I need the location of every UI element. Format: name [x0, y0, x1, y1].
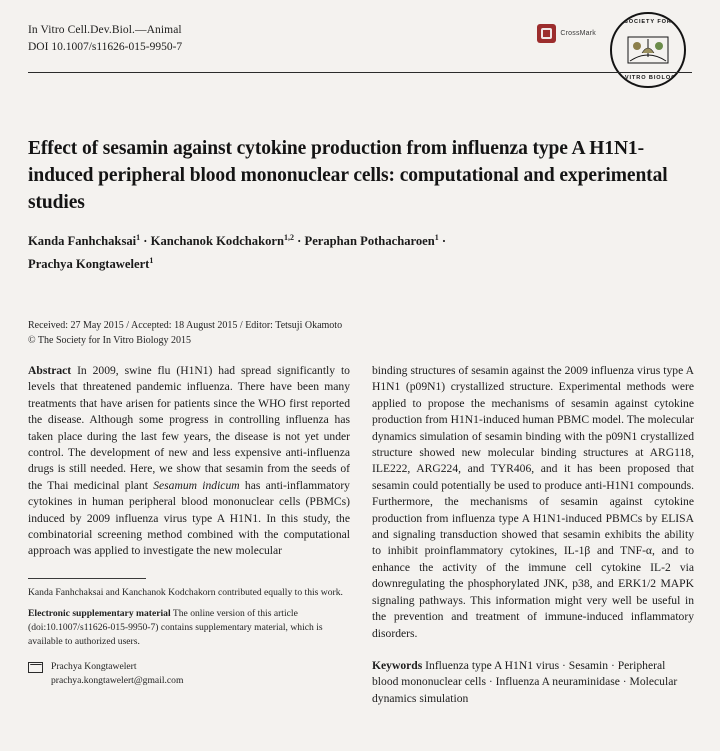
supplementary-label: Electronic supplementary material — [28, 608, 171, 620]
equal-contribution-note: Kanda Fanhchaksai and Kanchanok Kodchakorn contributed equally to this work. — [28, 586, 343, 598]
author-affil-3: 1 — [434, 233, 439, 242]
author-affil-4: 1 — [149, 256, 154, 266]
keywords-block — [372, 658, 694, 707]
author-name-3: Peraphan Pothacharoen — [304, 234, 435, 249]
keywords-label: Keywords — [372, 658, 423, 672]
keywords-text: Influenza type A H1N1 virus · Sesamin · Peripheral blood mononuclear cells · Influenza A neuraminidase · Molecular dynamics simulation — [372, 658, 678, 705]
header-divider — [28, 72, 692, 73]
abstract-paragraph — [28, 363, 350, 560]
supplementary-material-note — [28, 607, 350, 648]
society-logo-artwork — [626, 33, 670, 67]
body-columns — [28, 363, 694, 707]
left-column — [28, 363, 350, 707]
species-name: Sesamum indicum — [153, 478, 240, 492]
corresponding-author-details — [51, 660, 183, 687]
right-column — [372, 363, 694, 707]
crossmark-icon — [537, 24, 556, 43]
author-name-1: Kanda Fanhchaksai — [28, 234, 137, 249]
author-name-4: Prachya Kongtawelert — [28, 257, 150, 272]
society-logo — [610, 12, 686, 88]
abstract-label: Abstract — [28, 364, 72, 377]
history-dates: Received: 27 May 2015 / Accepted: 18 August 2015 / Editor: Tetsuji Okamoto — [28, 320, 343, 331]
author-affil-2: 1,2 — [283, 233, 294, 242]
copyright-line: © The Society for In Vitro Biology 2015 — [28, 335, 192, 346]
society-logo-bottom-text: IN VITRO BIOLOGY — [615, 75, 681, 81]
supplementary-text: The online version of this article (doi:10.1007/s11626-015-9950-7) contains supplementary material, which is available to authorized users. — [28, 608, 323, 647]
page-title: Effect of sesamin against cytokine production from influenza type A H1N1-induced peripheral blood mononuclear cells: computational and experimental studies — [28, 138, 668, 214]
footnote-block — [28, 586, 350, 688]
author-affil-1: 1 — [136, 233, 141, 242]
author-name-2: Kanchanok Kodchakorn — [150, 234, 284, 249]
author-separator-3: · — [441, 234, 447, 249]
abstract-text-part1: In 2009, swine flu (H1N1) had spread significantly to levels that threatened pandemic influenza. There have been many treatments that have arisen for patients since the WHO first reported the disease. Although some progress in controlling influenza has taken place during the last few years, the disease is not yet under control. The development of new and less expensive anti-influenza drugs is still needed. Here, we show that sesamin from the seeds of the Thai medicinal plant — [28, 364, 350, 492]
crossmark-label: CrossMark — [560, 30, 596, 37]
crossmark-badge[interactable] — [537, 24, 596, 43]
footnote-divider — [28, 578, 146, 579]
abstract-continuation: binding structures of sesamin against the 2009 influenza virus type A H1N1 (p09N1) crystallized structure. Experimental methods were applied to propose the mechanisms of sesamin against cytokine production from H1N1-induced human PBMC model. The molecular dynamics simulation of sesamin binding with the p09N1 crystallized structure showed new molecular binding structures at ARG118, ILE222, ARG224, and TYR406, and it has been proposed that sesamin could potentially be used to produce anti-H1N1 compounds. Furthermore, the mechanisms of sesamin against cytokine production from influenza type A H1N1-induced PBMCs by ELISA and signaling transduction showed that sesamin exhibits the ability to inhibit proinflammatory cytokines, IL-1β and TNF-α, and to enhance the activity of the immune cell cytokine IL-2 via downregulating the phosphorylated JNK, p38, and ERK1/2 MAPK signaling pathways. This information might very well be useful in the prevention and treatment of immune-induced inflammatory disorders. — [372, 364, 694, 640]
author-separator-2: · — [297, 234, 302, 249]
author-list — [28, 228, 660, 274]
envelope-icon — [28, 662, 43, 673]
publication-history — [28, 318, 660, 348]
journal-name: In Vitro Cell.Dev.Biol.—Animal — [28, 24, 182, 36]
corresponding-author-email[interactable]: prachya.kongtawelert@gmail.com — [51, 674, 184, 686]
doi-text: DOI 10.1007/s11626-015-9950-7 — [28, 41, 183, 53]
author-separator-1: · — [143, 234, 148, 249]
corresponding-author-name: Prachya Kongtawelert — [51, 661, 137, 673]
society-logo-top-text: SOCIETY FOR — [624, 19, 672, 25]
abstract-text-part2: has anti-inflammatory cytokines in human peripheral blood mononuclear cells (PBMCs) induced by 2009 influenza virus type A H1N1. In this study, the combinatorial screening method combined with the computational approach was applied to investigate the new molecular — [28, 478, 350, 558]
corresponding-author-block — [28, 660, 350, 687]
